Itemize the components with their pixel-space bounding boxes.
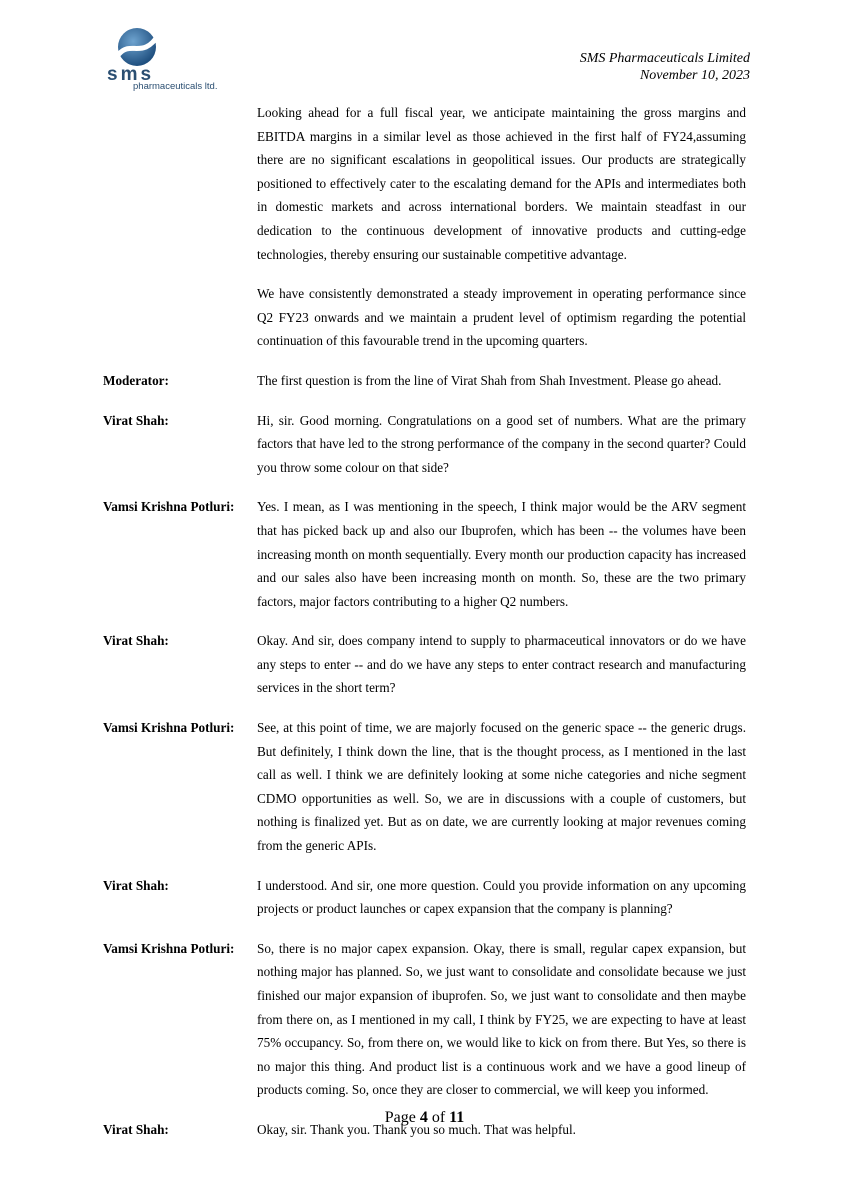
- transcript-block: [103, 629, 746, 700]
- speaker-name: Moderator:: [103, 372, 169, 388]
- speaker-name: Vamsi Krishna Potluri:: [103, 940, 235, 956]
- transcript-block: [103, 409, 746, 480]
- document-header: [580, 50, 750, 84]
- page-number: 4: [419, 1109, 428, 1126]
- transcript-block: [103, 937, 746, 1102]
- speaker-name: [103, 282, 257, 353]
- transcript-block: [103, 716, 746, 858]
- company-name: SMS Pharmaceuticals Limited: [579, 51, 750, 66]
- transcript-block: [103, 495, 746, 613]
- speech-text: The first question is from the line of Virat Shah from Shah Investment. Please go ahead.: [257, 372, 722, 388]
- total-pages: 11: [449, 1109, 465, 1126]
- speech-text: Looking ahead for a full fiscal year, we anticipate maintaining the gross margins and EBITDA margins in a similar level as those achieved in the first half of FY24,assuming there are no significant escalations in geopolitical issues. Our products are strategically positioned to effectively cater to the escalating demand for the APIs and intermediates both in domestic markets and across international borders. We maintain steadfast in our dedication to the continuous development of innovative products and cutting-edge technologies, thereby ensuring our sustainable competitive advantage.: [257, 105, 746, 262]
- transcript-block: [103, 874, 746, 921]
- speech-text: Okay. And sir, does company intend to supply to pharmaceutical innovators or do we have any steps to enter -- and do we have any steps to enter contract research and manufacturing services in the short term?: [257, 633, 746, 696]
- page-footer: [0, 1109, 849, 1127]
- speech-text: I understood. And sir, one more question. Could you provide information on any upcoming projects or product launches or capex expansion that the company is planning?: [257, 877, 746, 917]
- logo-wordmark: sms: [107, 64, 155, 85]
- speaker-name: Virat Shah:: [103, 1121, 169, 1137]
- transcript-block: [103, 101, 746, 266]
- page-label: Page: [384, 1109, 416, 1126]
- transcript-block: [103, 369, 746, 393]
- speaker-name: [103, 101, 257, 266]
- document-date: November 10, 2023: [639, 68, 750, 83]
- speech-text: See, at this point of time, we are majorly focused on the generic space -- the generic drugs. But definitely, I think down the line, that is the thought process, as I mentioned in the last call as well. I think we are definitely looking at some niche categories and niche segment CDMO opportunities as well. So, we are in discussions with a couple of customers, but nothing is finalized yet. But as on date, we are currently looking at major revenues coming from the generic APIs.: [257, 720, 746, 854]
- speech-text: So, there is no major capex expansion. Okay, there is small, regular capex expansion, but nothing major has planned. So, we just want to consolidate and consolidate because we just finished our major expansion of ibuprofen. So, we just want to consolidate and then maybe from there on, as I mentioned in my call, I think by FY25, we are expecting to have at least 75% occupancy. So, from there on, we would like to kick on from there. But Yes, so there is no major this thing. And product list is a continuous work and we have a good lineup of products coming. So, once they are closer to commercial, we will keep you informed.: [257, 940, 746, 1098]
- transcript-block: [103, 282, 746, 353]
- speech-text: Yes. I mean, as I was mentioning in the speech, I think major would be the ARV segment that has picked back up and also our Ibuprofen, which has been -- the volumes have been increasing month on month sequentially. Every month our production capacity has increased and our sales also have been increasing month on month. So, these are the two primary factors, major factors contributing to a higher Q2 numbers.: [257, 499, 746, 609]
- speaker-name: Virat Shah:: [103, 633, 169, 649]
- speaker-name: Vamsi Krishna Potluri:: [103, 499, 235, 515]
- logo-subtitle: pharmaceuticals ltd.: [133, 81, 218, 92]
- of-label: of: [431, 1109, 446, 1126]
- speaker-name: Virat Shah:: [103, 412, 169, 428]
- speech-text: Okay, sir. Thank you. Thank you so much. That was helpful.: [257, 1121, 576, 1137]
- speaker-name: Virat Shah:: [103, 877, 169, 893]
- speaker-name: Vamsi Krishna Potluri:: [103, 720, 235, 736]
- speech-text: We have consistently demonstrated a steady improvement in operating performance since Q2 FY23 onwards and we maintain a prudent level of optimism regarding the potential continuation of this favourable trend in the upcoming quarters.: [257, 286, 746, 349]
- speech-text: Hi, sir. Good morning. Congratulations on a good set of numbers. What are the primary factors that have led to the strong performance of the company in the second quarter? Could you throw some colour on that side?: [257, 412, 746, 475]
- transcript-body: [103, 101, 746, 1158]
